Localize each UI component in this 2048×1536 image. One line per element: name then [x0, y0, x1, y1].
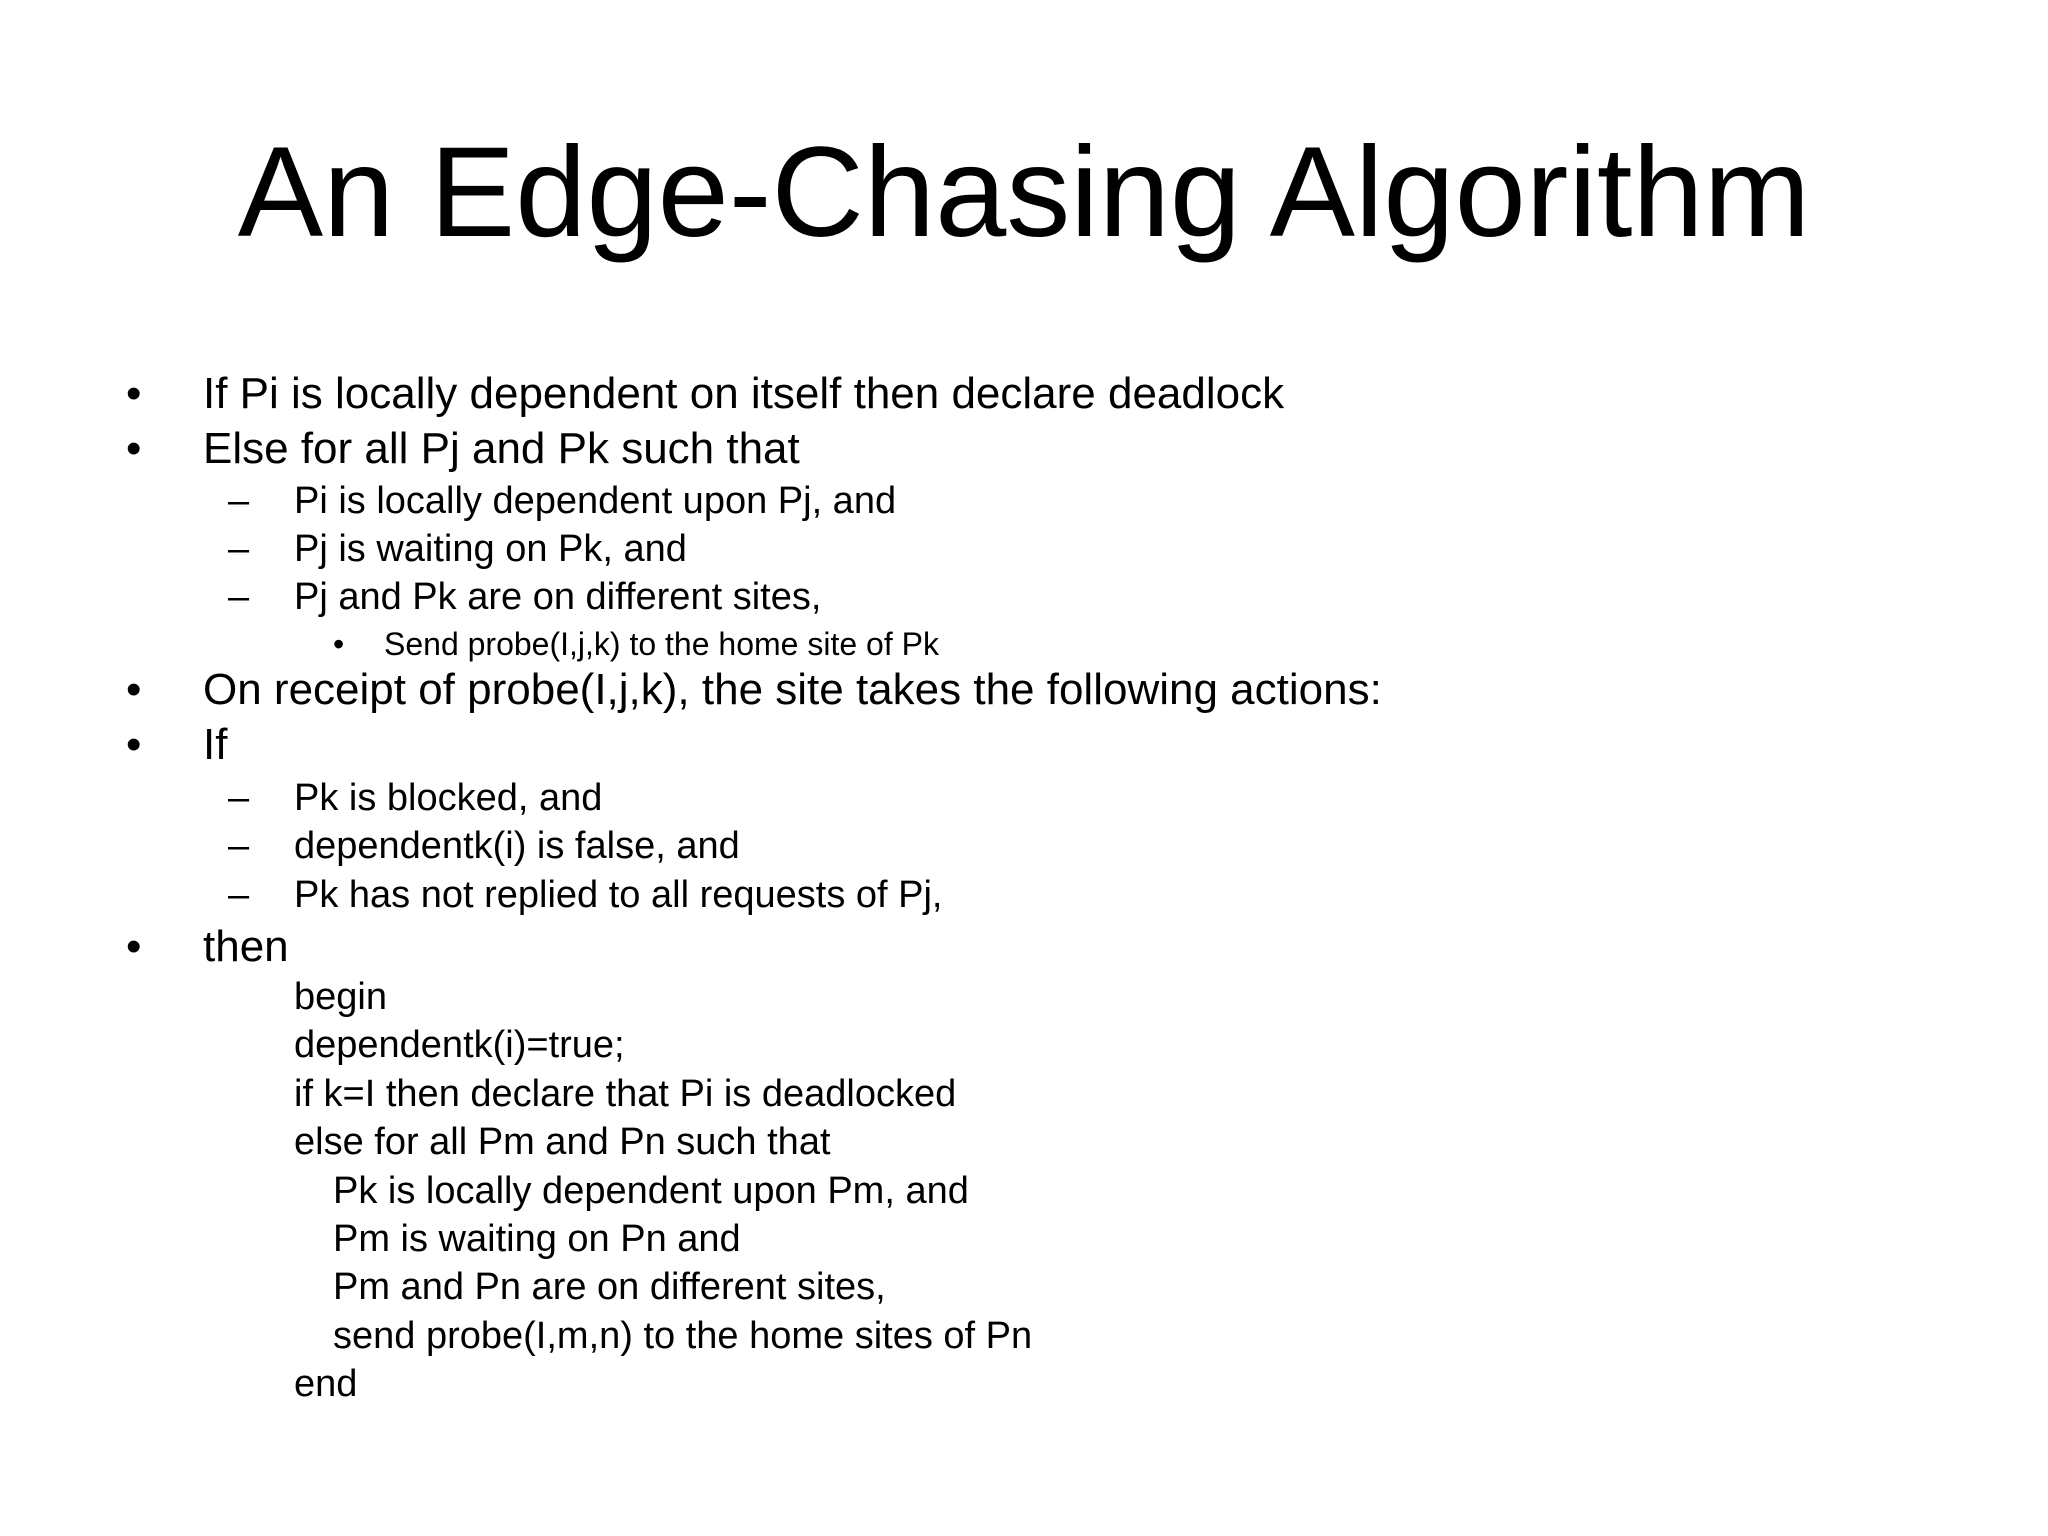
bullet-marker: • [126, 369, 142, 418]
bullet-marker: • [126, 424, 142, 473]
sub-item-text: Pj and Pk are on different sites, [294, 576, 822, 618]
bullet-text: Else for all Pj and Pk such that [203, 424, 800, 473]
sub-bullet-marker: • [333, 626, 345, 662]
bullet-marker: • [126, 720, 142, 769]
dash-marker: – [228, 528, 250, 570]
sub-item-text: Pk has not replied to all requests of Pj, [294, 874, 943, 916]
code-line: else for all Pm and Pn such that [294, 1121, 831, 1163]
dash-marker: – [228, 576, 250, 618]
bullet-text: If Pi is locally dependent on itself then declare deadlock [203, 369, 1285, 418]
dash-marker: – [228, 874, 250, 916]
code-line: Pk is locally dependent upon Pm, and [333, 1170, 969, 1212]
code-line: end [294, 1363, 358, 1405]
slide-title: An Edge-Chasing Algorithm [237, 121, 1811, 264]
bullet-text: If [203, 720, 228, 769]
bullet-text: On receipt of probe(I,j,k), the site takes the following actions: [203, 665, 1382, 714]
code-line: begin [294, 976, 387, 1018]
sub-item-text: Pj is waiting on Pk, and [294, 528, 687, 570]
dash-marker: – [228, 777, 250, 819]
bullet-text: then [203, 922, 289, 971]
code-line: send probe(I,m,n) to the home sites of Pn [333, 1315, 1033, 1357]
bullet-marker: • [126, 922, 142, 971]
dash-marker: – [228, 480, 250, 522]
code-line: Pm and Pn are on different sites, [333, 1266, 886, 1308]
sub-sub-item-text: Send probe(I,j,k) to the home site of Pk [384, 626, 939, 662]
code-line: dependentk(i)=true; [294, 1024, 625, 1066]
sub-item-text: dependentk(i) is false, and [294, 825, 740, 867]
sub-item-text: Pi is locally dependent upon Pj, and [294, 480, 897, 522]
bullet-marker: • [126, 665, 142, 714]
code-line: Pm is waiting on Pn and [333, 1218, 741, 1260]
sub-item-text: Pk is blocked, and [294, 777, 603, 819]
code-line: if k=I then declare that Pi is deadlocked [294, 1073, 957, 1115]
dash-marker: – [228, 825, 250, 867]
